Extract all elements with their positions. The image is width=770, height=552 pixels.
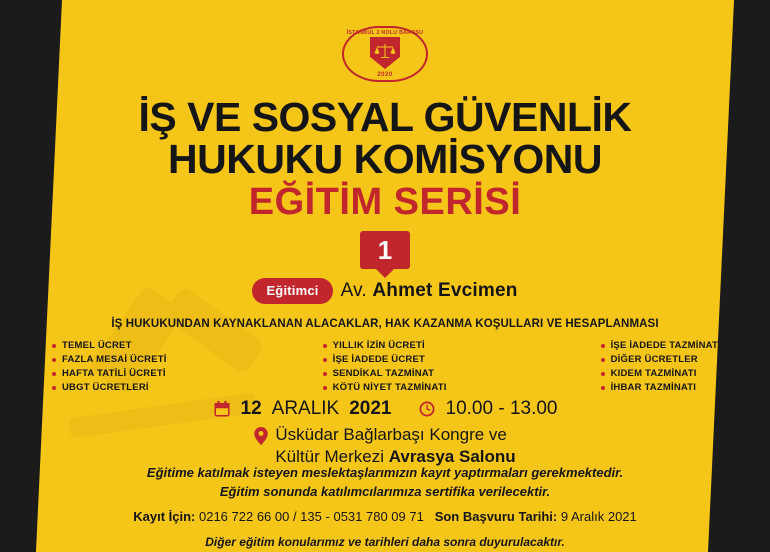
- bullet-dot-icon: [601, 358, 605, 362]
- event-year: 2021: [349, 398, 392, 419]
- topic-label: TEMEL ÜCRET: [62, 340, 132, 351]
- calendar-icon: [213, 400, 231, 418]
- topic-label: İŞE İADEDE TAZMİNAT: [610, 340, 718, 351]
- bar-association-logo: [342, 26, 428, 82]
- bullet-dot-icon: [323, 344, 327, 348]
- bullet-dot-icon: [601, 386, 605, 390]
- logo-container: [0, 26, 770, 82]
- footer-block: [0, 464, 770, 549]
- topic-item: [601, 354, 718, 365]
- topic-item: [323, 382, 447, 393]
- topic-label: FAZLA MESAİ ÜCRETİ: [62, 354, 167, 365]
- topics-column-2: [323, 340, 447, 393]
- topic-item: [323, 368, 447, 379]
- bullet-dot-icon: [601, 372, 605, 376]
- venue-text: [275, 424, 515, 468]
- phone-separator: -: [325, 508, 330, 524]
- venue-inner: [254, 424, 515, 468]
- topic-label: UBGT ÜCRETLERİ: [62, 382, 149, 393]
- footer-note-line-2: Eğitim sonunda katılımcılarımıza sertifika verilecektir.: [219, 483, 551, 499]
- topics-column-1: [52, 340, 167, 393]
- bullet-dot-icon: [323, 386, 327, 390]
- topic-item: [52, 382, 167, 393]
- title-block: [0, 96, 770, 269]
- scales-of-justice-icon: [374, 42, 396, 60]
- topic-item: [323, 354, 447, 365]
- footer-closing-note: Diğer eğitim konularımız ve tarihleri daha sonra duyurulacaktır.: [205, 534, 565, 549]
- topics-column-3: [601, 340, 718, 393]
- topic-label: SENDİKAL TAZMİNAT: [332, 368, 435, 379]
- topic-label: İHBAR TAZMİNATI: [610, 382, 697, 393]
- date-time-row: [0, 398, 770, 420]
- trainer-name: [341, 280, 518, 302]
- topic-item: [601, 382, 718, 393]
- topic-label: KIDEM TAZMİNATI: [610, 368, 697, 379]
- trainer-row: [0, 278, 770, 304]
- topic-item: [52, 340, 167, 351]
- topic-label: DİĞER ÜCRETLER: [610, 354, 698, 365]
- venue-hall-name: Avrasya Salonu: [388, 446, 516, 466]
- bullet-dot-icon: [52, 372, 56, 376]
- event-day: 12: [240, 398, 262, 419]
- event-time: 10.00 - 13.00: [445, 398, 558, 419]
- venue-line-2-prefix: Kültür Merkezi: [275, 446, 389, 466]
- topic-item: [601, 368, 718, 379]
- logo-year: 2020: [377, 72, 393, 78]
- registration-label: Kayıt İçin:: [133, 508, 196, 524]
- topic-label: İŞE İADEDE ÜCRET: [332, 354, 426, 365]
- bullet-dot-icon: [601, 344, 605, 348]
- title-line-2: HUKUKU KOMİSYONU: [168, 136, 602, 183]
- phone-number-1[interactable]: 0216 722 66 00 / 135: [198, 508, 322, 524]
- footer-note-line-1: Eğitime katılmak isteyen meslektaşlarımızın kayıt yaptırmaları gerekmektedir.: [146, 465, 624, 480]
- event-month: ARALIK: [271, 398, 340, 419]
- bullet-dot-icon: [323, 372, 327, 376]
- bullet-dot-icon: [52, 344, 56, 348]
- title-line-1: İŞ VE SOSYAL GÜVENLİK: [138, 94, 632, 140]
- topic-item: [52, 368, 167, 379]
- trainer-label-badge: Eğitimci: [252, 278, 332, 304]
- logo-top-text: İSTANBUL 2 NOLU BAROSU: [346, 30, 424, 36]
- topic-label: HAFTA TATİLİ ÜCRETİ: [62, 368, 166, 379]
- footer-contact-row: [0, 509, 770, 524]
- phone-number-2[interactable]: 0531 780 09 71: [333, 508, 424, 524]
- topic-label: YILLIK İZİN ÜCRETİ: [332, 340, 425, 351]
- venue-line-1: Üsküdar Bağlarbaşı Kongre ve: [275, 425, 507, 444]
- topic-item: [52, 354, 167, 365]
- location-pin-icon: [254, 427, 268, 445]
- deadline-label: Son Başvuru Tarihi:: [434, 508, 558, 524]
- topic-label: KÖTÜ NİYET TAZMİNATI: [332, 382, 447, 393]
- bullet-dot-icon: [52, 358, 56, 362]
- clock-icon: [418, 400, 436, 418]
- deadline-date: 9 Aralık 2021: [560, 508, 637, 524]
- title-line-3: EĞİTİM SERİSİ: [248, 181, 522, 224]
- trainer-full-name: Ahmet Evcimen: [372, 280, 518, 301]
- topics-list: [52, 340, 718, 393]
- trainer-title-prefix: Av.: [340, 280, 373, 301]
- subject-line: İŞ HUKUKUNDAN KAYNAKLANAN ALACAKLAR, HAK KAZANMA KOŞULLARI VE HESAPLANMASI: [111, 318, 659, 330]
- bullet-dot-icon: [52, 386, 56, 390]
- venue-row: [0, 424, 770, 468]
- series-number-badge: 1: [360, 231, 410, 269]
- topic-item: [323, 340, 447, 351]
- topic-item: [601, 340, 718, 351]
- bullet-dot-icon: [323, 358, 327, 362]
